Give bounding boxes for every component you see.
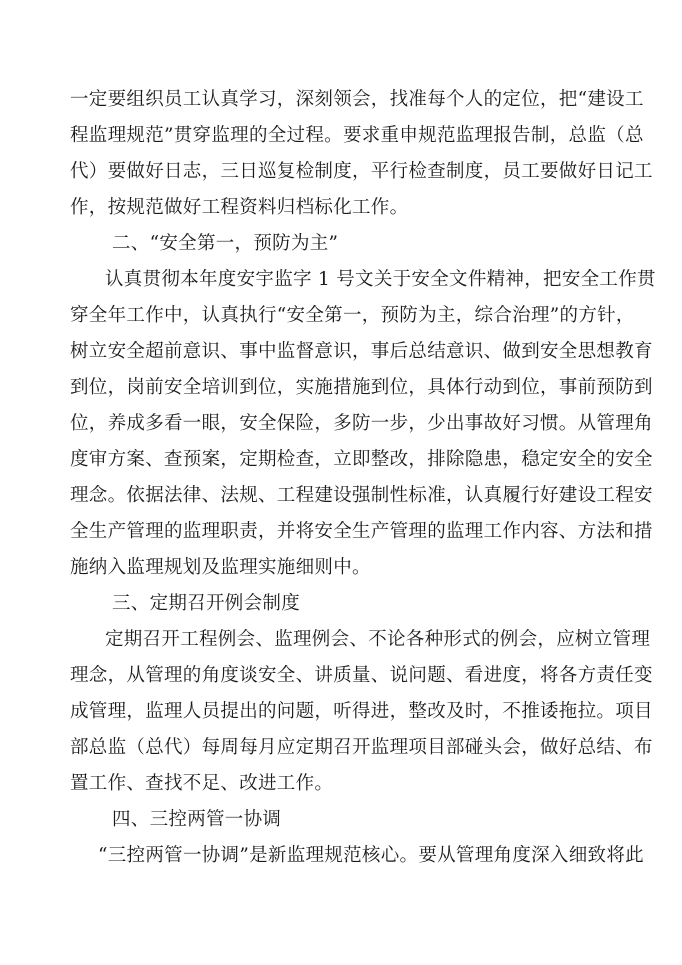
body-text-line: 程监理规范”贯穿监理的全过程。要求重申规范监理报告制，总监（总 xyxy=(70,125,644,146)
body-text-line: 成管理，监理人员提出的问题，听得进，整改及时，不推诿拖拉。项目 xyxy=(70,701,653,722)
body-text-line: “三控两管一协调”是新监理规范核心。要从管理角度深入细致将此 xyxy=(98,845,644,866)
section-heading: 二、“安全第一，预防为主” xyxy=(112,233,339,254)
body-text-line: 施纳入监理规划及监理实施细则中。 xyxy=(70,557,371,578)
body-text-line: 树立安全超前意识、事中监督意识，事后总结意识、做到安全思想教育 xyxy=(70,341,653,362)
body-text-line: 穿全年工作中，认真执行“安全第一，预防为主，综合治理”的方针， xyxy=(70,305,635,326)
body-text-line: 理念。依据法律、法规、工程建设强制性标准，认真履行好建设工程安 xyxy=(70,485,653,506)
section-heading: 四、三控两管一协调 xyxy=(112,809,282,830)
body-text-line: 定期召开工程例会、监理例会、不论各种形式的例会，应树立管理 xyxy=(105,629,651,650)
body-text-line: 理念，从管理的角度谈安全、讲质量、说问题、看进度，将各方责任变 xyxy=(70,665,653,686)
body-text-line: 一定要组织员工认真学习，深刻领会，找准每个人的定位，把“建设工 xyxy=(70,89,644,110)
body-text-line: 位，养成多看一眼，安全保险，多防一步，少出事故好习惯。从管理角 xyxy=(70,413,653,434)
body-text-line: 部总监（总代）每周每月应定期召开监理项目部碰头会，做好总结、布 xyxy=(70,737,653,758)
body-text-line: 度审方案、查预案，定期检查，立即整改，排除隐患，稳定安全的安全 xyxy=(70,449,653,470)
body-text-line: 代）要做好日志，三日巡复检制度，平行检查制度，员工要做好日记工 xyxy=(70,161,653,182)
body-text-line: 全生产管理的监理职责，并将安全生产管理的监理工作内容、方法和措 xyxy=(70,521,653,542)
body-text-line: 到位，岗前安全培训到位，实施措施到位，具体行动到位，事前预防到 xyxy=(70,377,653,398)
body-text-line: 认真贯彻本年度安宇监字 1 号文关于安全文件精神，把安全工作贯 xyxy=(105,269,656,290)
body-text-line: 作，按规范做好工程资料归档标化工作。 xyxy=(70,197,409,218)
body-text-line: 置工作、查找不足、改进工作。 xyxy=(70,773,334,794)
section-heading: 三、定期召开例会制度 xyxy=(112,593,301,614)
